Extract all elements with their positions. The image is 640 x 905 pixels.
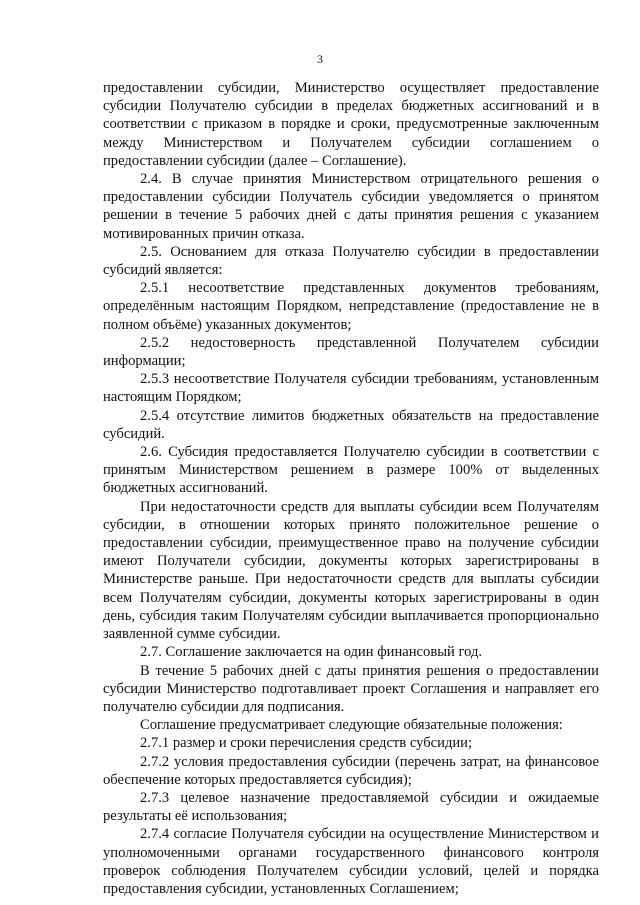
paragraph-p-2-7-4: 2.7.4 согласие Получателя субсидии на осуществление Министерством и уполномоченными органами государственного финансового контроля проверок соблюдения Получателем субсидии условий, целей и порядка предоставления субсидии, установленных Соглашением; [103,826,599,897]
paragraph-p-2-7-3: 2.7.3 целевое назначение предоставляемой субсидии и ожидаемые результаты её использования; [103,789,599,825]
document-body [103,79,599,898]
paragraph-p-2-5-3: 2.5.3 несоответствие Получателя субсидии требованиям, установленным настоящим Порядком; [103,371,599,406]
paragraph-p-shortage: При недостаточности средств для выплаты субсидии всем Получателям субсидии, в отношении которых принято положительное решение о предоставлении субсидии, преимущественное право на получение субсидии имеют Получатели субсидии, документы которых зарегистрированы в Министерстве раньше. При недостаточности средств для выплаты субсидии всем Получателям субсидии, документы которых зарегистрированы в один день, субсидия таким Получателям субсидии выплачивается пропорционально заявленной сумме субсидии. [103,498,599,643]
paragraph-p-2-5-1: 2.5.1 несоответствие представленных документов требованиям, определённым настоящим Порядком, непредставление (предоставление не в полном объёме) указанных документов; [103,280,599,333]
paragraph-p-2-7-2: 2.7.2 условия предоставления субсидии (перечень затрат, на финансовое обеспечение которых предоставляется субсидия); [103,753,599,788]
paragraph-p-2-6: 2.6. Субсидия предоставляется Получателю субсидии в соответствии с принятым Министерством решением в размере 100% от выделенных бюджетных ассигнований. [103,444,599,497]
paragraph-p-2-5-4: 2.5.4 отсутствие лимитов бюджетных обязательств на предоставление субсидий. [103,407,599,442]
paragraph-p-2-4: 2.4. В случае принятия Министерством отрицательного решения о предоставлении субсидии Получатель субсидии уведомляется о принятом решении в течение 5 рабочих дней с даты принятия решения с указанием мотивированных причин отказа. [103,171,599,242]
paragraph-p-2-5-2: 2.5.2 недостоверность представленной Получателем субсидии информации; [103,334,599,370]
paragraph-cont: предоставлении субсидии, Министерство осуществляет предоставление субсидии Получателю субсидии в пределах бюджетных ассигнований и в соответствии с приказом в порядке и сроки, предусмотренные заключенным между Министерством и Получателем субсидии соглашением о предоставлении субсидии (далее – Соглашение). [103,80,599,169]
paragraph-p-2-7: 2.7. Соглашение заключается на один финансовый год. [140,644,483,661]
paragraph-p-provisions: Соглашение предусматривает следующие обязательные положения: [140,717,563,734]
page-number: 3 [317,52,323,66]
paragraph-p-2-7-1: 2.7.1 размер и сроки перечисления средств субсидии; [140,735,473,752]
paragraph-p-5days: В течение 5 рабочих дней с даты принятия решения о предоставлении субсидии Министерство подготавливает проект Соглашения и направляет его получателю субсидии для подписания. [103,662,599,715]
paragraph-p-2-5: 2.5. Основанием для отказа Получателю субсидии в предоставлении субсидий является: [103,243,599,279]
